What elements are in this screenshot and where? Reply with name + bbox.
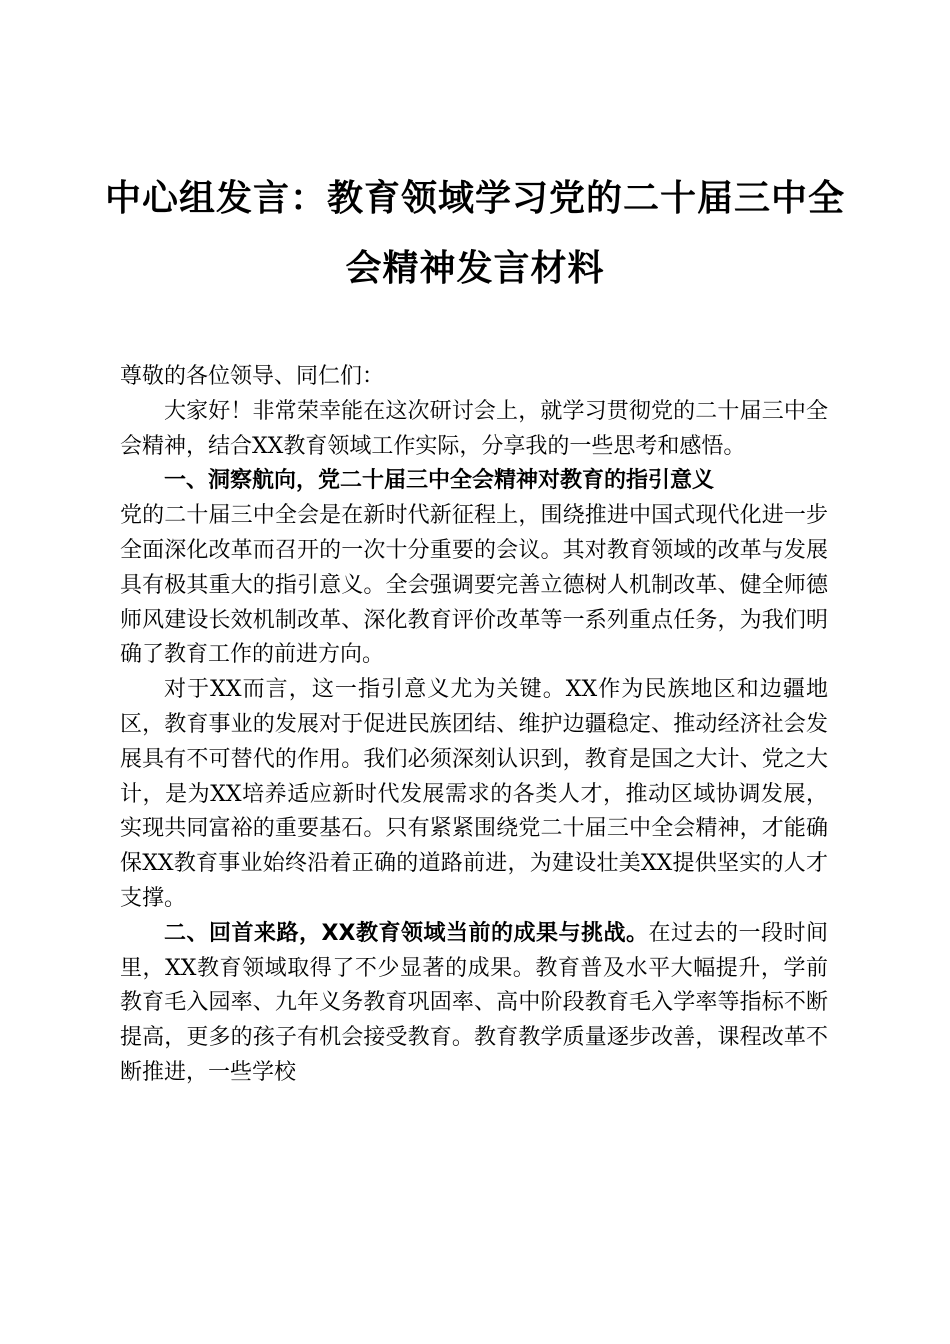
paragraph-achievements-text: 在过去的一段时间里，XX教育领域取得了不少显著的成果。教育普及水平大幅提升，学前教育毛入园率、九年义务教育巩固率、高中阶段教育毛入学率等指标不断提高，更多的孩子有机会接受教育。教育教学质量逐步改善，课程改革不断推进，一些学校 xyxy=(120,920,828,1085)
section-heading-2: 二、回首来路，XX教育领域当前的成果与挑战。 xyxy=(164,920,649,946)
paragraph-guidance: 党的二十届三中全会是在新时代新征程上，围绕推进中国式现代化进一步全面深化改革而召开的一次十分重要的会议。其对教育领域的改革与发展具有极其重大的指引意义。全会强调要完善立德树人机制改革、健全师德师风建设长效机制改革、深化教育评价改革等一系列重点任务，为我们明确了教育工作的前进方向。 xyxy=(120,503,828,668)
paragraph-achievements xyxy=(120,917,828,1091)
document-title-line2: 会精神发言材料 xyxy=(345,248,605,289)
document-title-line1: 中心组发言：教育领域学习党的二十届三中全 xyxy=(104,178,845,219)
document-body xyxy=(120,360,828,1091)
paragraph-regional-significance: 对于XX而言，这一指引意义尤为关键。XX作为民族地区和边疆地区，教育事业的发展对于促进民族团结、维护边疆稳定、推动经济社会发展具有不可替代的作用。我们必须深刻认识到，教育是国之大计、党之大计，是为XX培养适应新时代发展需求的各类人才，推动区域协调发展，实现共同富裕的重要基石。只有紧紧围绕党二十届三中全会精神，才能确保XX教育事业始终沿着正确的道路前进，为建设壮美XX提供坚实的人才支撑。 xyxy=(120,677,828,911)
paragraph-greeting: 大家好！非常荣幸能在这次研讨会上，就学习贯彻党的二十届三中全会精神，结合XX教育领域工作实际，分享我的一些思考和感悟。 xyxy=(120,398,828,459)
section-heading-1: 一、洞察航向，党二十届三中全会精神对教育的指引意义 xyxy=(164,468,715,494)
salutation: 尊敬的各位领导、同仁们： xyxy=(120,364,385,389)
